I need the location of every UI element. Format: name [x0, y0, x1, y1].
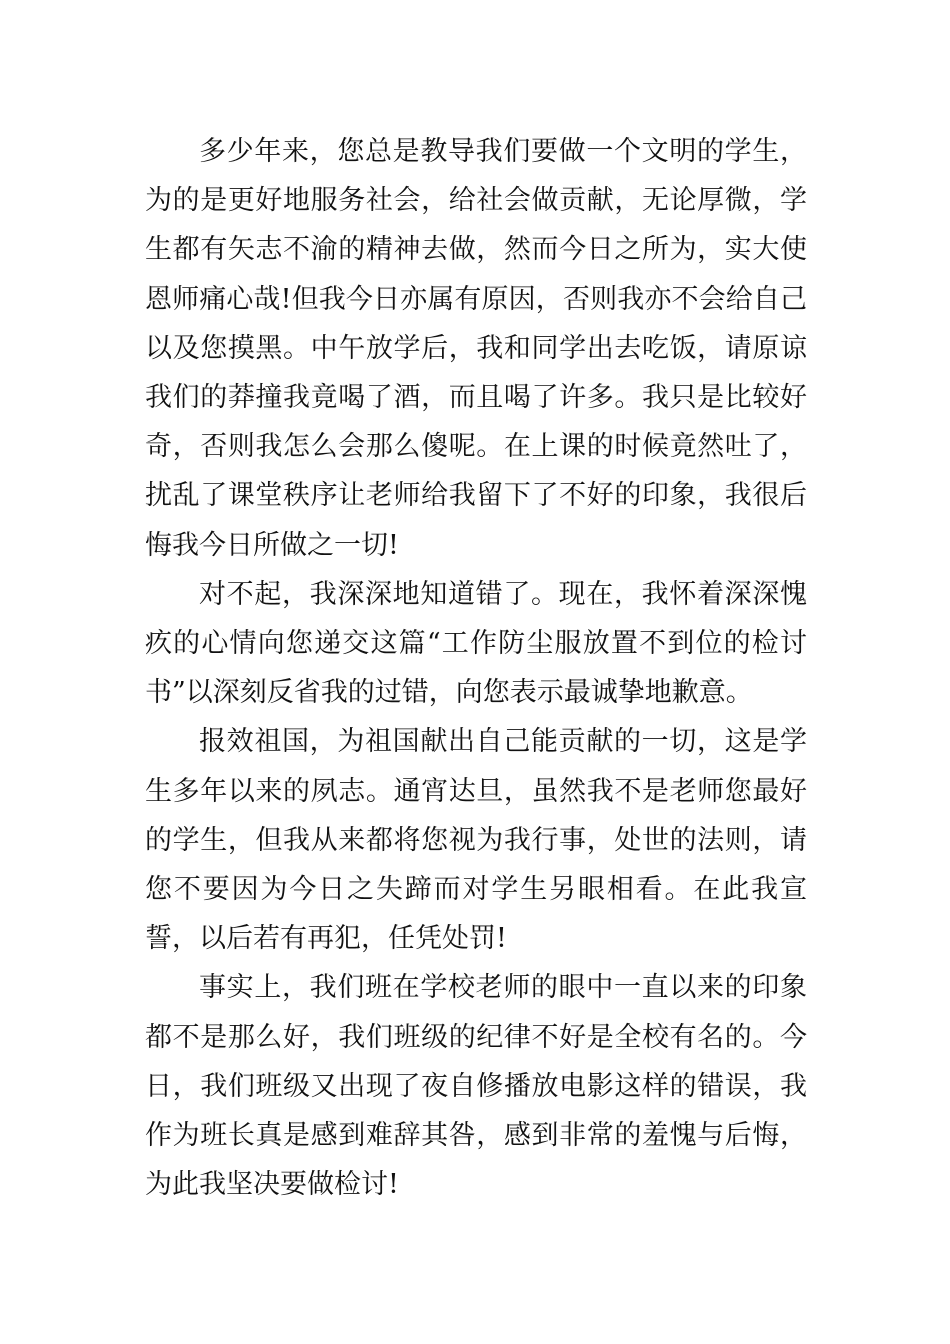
paragraph-2: 对不起，我深深地知道错了。现在，我怀着深深愧疚的心情向您递交这篇“工作防尘服放置不到位的检讨书”以深刻反省我的过错，向您表示最诚挚地歉意。: [145, 578, 807, 709]
paragraph-4: 事实上，我们班在学校老师的眼中一直以来的印象都不是那么好，我们班级的纪律不好是全校有名的。今日，我们班级又出现了夜自修播放电影这样的错误，我作为班长真是感到难辞其咎，感到非常的羞愧与后悔，为此我坚决要做检讨!: [145, 972, 807, 1201]
paragraph-3: 报效祖国，为祖国献出自己能贡献的一切，这是学生多年以来的夙志。通宵达旦，虽然我不是老师您最好的学生，但我从来都将您视为我行事，处世的法则，请您不要因为今日之失蹄而对学生另眼相看。在此我宣誓，以后若有再犯，任凭处罚!: [145, 726, 807, 955]
document-body: [145, 127, 807, 1209]
paragraph-1: 多少年来，您总是教导我们要做一个文明的学生，为的是更好地服务社会，给社会做贡献，无论厚微，学生都有矢志不渝的精神去做，然而今日之所为，实大使恩师痛心哉!但我今日亦属有原因，否则我亦不会给自己以及您摸黑。中午放学后，我和同学出去吃饭，请原谅我们的莽撞我竟喝了酒，而且喝了许多。我只是比较好奇，否则我怎么会那么傻呢。在上课的时候竟然吐了，扰乱了课堂秩序让老师给我留下了不好的印象，我很后悔我今日所做之一切!: [145, 136, 807, 561]
